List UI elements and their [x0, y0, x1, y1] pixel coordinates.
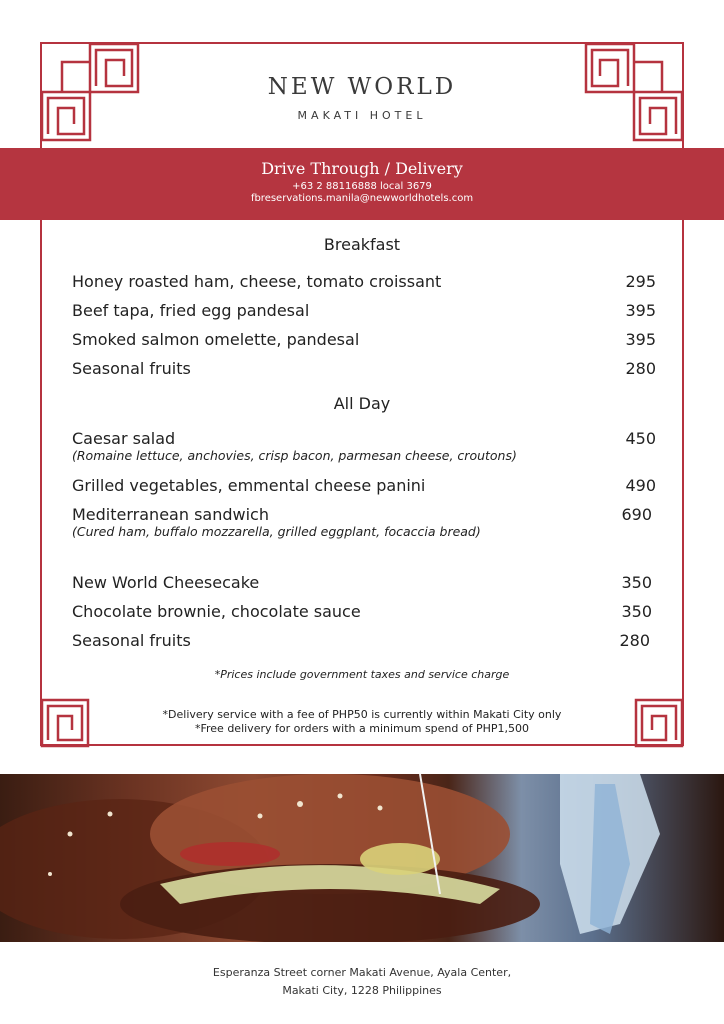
item-price: 350 — [621, 602, 652, 621]
item-name: Grilled vegetables, emmental cheese panini — [72, 476, 426, 495]
item-name: Smoked salmon omelette, pandesal — [72, 330, 360, 349]
item-price: 395 — [625, 330, 656, 349]
item-description: (Cured ham, buffalo mozzarella, grilled eggplant, focaccia bread) — [72, 524, 481, 539]
item-price: 395 — [625, 301, 656, 320]
item-price: 490 — [625, 476, 656, 495]
burger-illustration — [0, 774, 724, 942]
item-price: 280 — [625, 359, 656, 378]
note-taxes: *Prices include government taxes and service charge — [214, 668, 510, 681]
item-name: New World Cheesecake — [72, 573, 260, 592]
item-description: (Romaine lettuce, anchovies, crisp bacon, parmesan cheese, croutons) — [72, 448, 517, 463]
item-price: 350 — [621, 573, 652, 592]
item-name: Seasonal fruits — [72, 359, 191, 378]
banner-title: Drive Through / Delivery — [261, 159, 463, 178]
item-name: Beef tapa, fried egg pandesal — [72, 301, 310, 320]
delivery-banner — [0, 148, 724, 220]
hotel-subtitle: MAKATI HOTEL — [297, 109, 427, 122]
section-title-breakfast: Breakfast — [323, 235, 401, 254]
item-name: Seasonal fruits — [72, 631, 191, 650]
item-name: Caesar salad — [72, 429, 176, 448]
item-name: Honey roasted ham, cheese, tomato croissant — [72, 272, 442, 291]
item-price: 450 — [625, 429, 656, 448]
item-price: 295 — [625, 272, 656, 291]
item-name: Chocolate brownie, chocolate sauce — [72, 602, 361, 621]
footer-address-line-2: Makati City, 1228 Philippines — [282, 984, 442, 997]
footer-address-line-1: Esperanza Street corner Makati Avenue, Ayala Center, — [212, 966, 512, 979]
item-price: 280 — [619, 631, 650, 650]
note-free-delivery: *Free delivery for orders with a minimum spend of PHP1,500 — [194, 722, 530, 735]
item-price: 690 — [621, 505, 652, 524]
note-delivery-fee: *Delivery service with a fee of PHP50 is currently within Makati City only — [162, 708, 562, 721]
banner-email: fbreservations.manila@newworldhotels.com — [250, 193, 474, 204]
banner-phone: +63 2 88116888 local 3679 — [292, 181, 432, 192]
hotel-name: NEW WORLD — [267, 74, 457, 100]
burger-photo — [0, 774, 724, 942]
section-title-all-day: All Day — [333, 394, 391, 413]
item-name: Mediterranean sandwich — [72, 505, 269, 524]
